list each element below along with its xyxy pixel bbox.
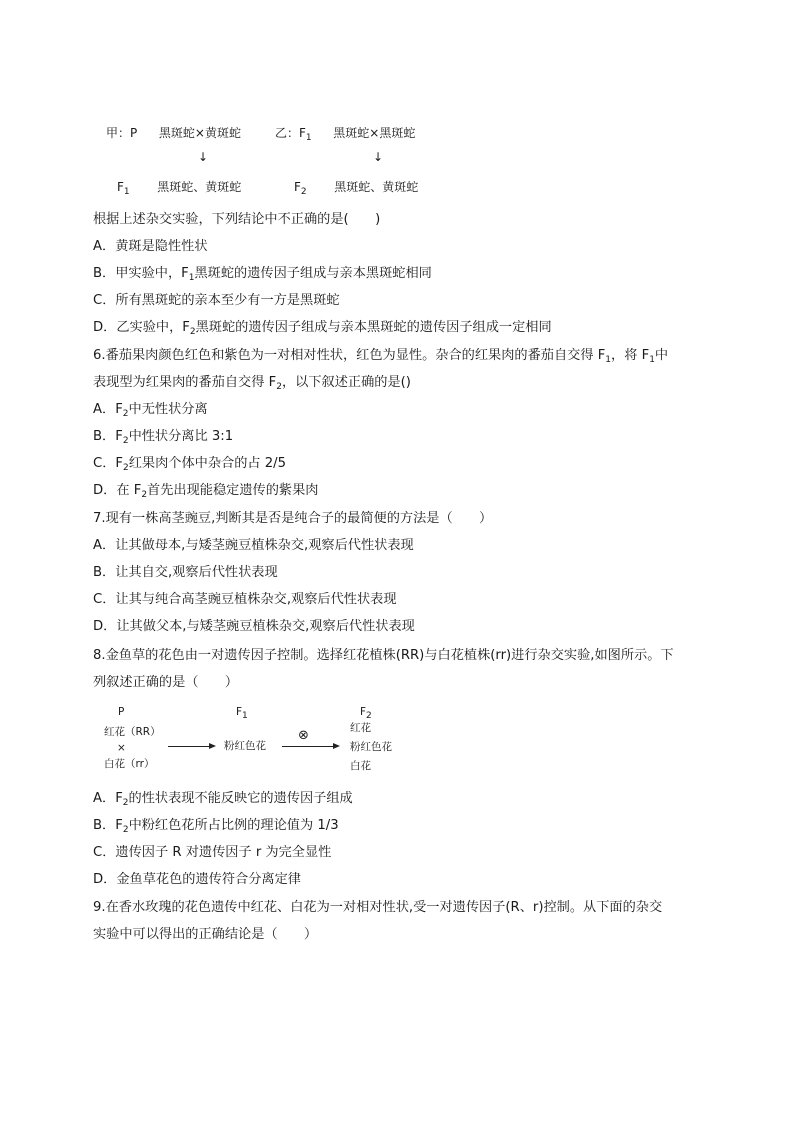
q8-option-a: A．$F_2$的性状表现不能反映它的遗传因子组成 [93,791,353,808]
q5-option-c: C．所有黑斑蛇的亲本至少有一方是黑斑蛇 [93,293,340,308]
jia-offspring: 黑斑蛇、黄斑蛇 [157,180,242,194]
q8-f2-pink: 粉红色花 [350,741,392,753]
q8-stem-line2: 列叙述正确的是（ ） [93,675,239,690]
q8-f2-red: 红花 [350,722,371,734]
q7-option-b: B．让其自交,观察后代性状表现 [93,565,278,580]
q9-stem-line2: 实验中可以得出的正确结论是（ ） [93,927,318,942]
q6-option-d: D．在 $F_2$首先出现能稳定遗传的紫果肉 [93,483,319,500]
q6-stem-line1: 6.番茄果肉颜色红色和紫色为一对相对性状，红色为显性。杂合的红果肉的番茄自交得 $F_1$，将 $F_1$中 [93,348,669,365]
jia-label: 甲：P [106,126,138,140]
q8-stem-line1: 8.金鱼草的花色由一对遗传因子控制。选择红花植株(RR)与白花植株(rr)进行杂交实验,如图所示。下 [93,648,674,663]
q8-arrow-2-icon [333,743,340,749]
q8-arrow-1-line [168,746,210,747]
q7-option-d: D．让其做父本,与矮茎豌豆植株杂交,观察后代性状表现 [93,619,415,634]
q9-stem-line1: 9.在香水玫瑰的花色遗传中红花、白花为一对相对性状,受一对遗传因子(R、r)控制。从下面的杂交 [93,900,663,915]
q8-option-d: D．金鱼草花色的遗传符合分离定律 [93,872,301,887]
q7-option-c: C．让其与纯合高茎豌豆植株杂交,观察后代性状表现 [93,592,397,607]
jia-offspring-row [117,178,241,195]
q5-stem: 根据上述杂交实验，下列结论中不正确的是( ) [93,212,381,227]
q5-option-d: D．乙实验中，$F_2$黑斑蛇的遗传因子组成与亲本黑斑蛇的遗传因子组成一定相同 [93,320,552,337]
q8-selfing-icon: ⊗ [298,728,309,743]
q6-option-a: A．$F_2$中无性状分离 [93,402,208,419]
q8-f1-label: $F_1$ [236,706,248,721]
q8-white-parent: 白花（rr） [104,758,155,770]
q6-stem-line2: 表现型为红果肉的番茄自交得 $F_2$，以下叙述正确的是() [93,375,411,392]
q8-option-b: B．$F_2$中粉红色花所占比例的理论值为 1/3 [93,818,339,835]
q8-arrow-2-line [282,746,334,747]
q8-option-c: C．遗传因子 R 对遗传因子 r 为完全显性 [93,845,332,860]
q8-arrow-1-icon [209,743,216,749]
q8-red-parent: 红花（RR） [104,726,161,738]
yi-offspring-row [294,178,418,195]
q7-option-a: A．让其做母本,与矮茎豌豆植株杂交,观察后代性状表现 [93,538,414,553]
yi-arrow-down-icon: ↓ [373,150,384,164]
yi-gen-label: $F_2$ [294,180,307,197]
q7-stem: 7.现有一株高茎豌豆,判断其是否是纯合子的最简便的方法是（ ） [93,511,493,526]
jia-arrow-down-icon: ↓ [198,150,209,164]
yi-p-row [275,124,415,141]
q6-option-b: B．$F_2$中性状分离比 3:1 [93,429,234,446]
jia-gen-label: $F_1$ [117,180,130,197]
q8-f1-pink: 粉红色花 [224,740,266,752]
q8-p-label: P [118,706,125,718]
q8-cross-symbol: × [117,742,126,754]
jia-p-row [106,124,241,141]
q8-f2-white: 白花 [350,760,371,772]
q8-f2-label: $F_2$ [360,706,372,721]
yi-offspring: 黑斑蛇、黄斑蛇 [334,180,419,194]
yi-parents: 黑斑蛇×黑斑蛇 [333,126,416,140]
q5-option-b: B．甲实验中，$F_1$黑斑蛇的遗传因子组成与亲本黑斑蛇相同 [93,266,432,283]
yi-label: 乙：$F_1$ [275,126,312,143]
q5-option-a: A．黄斑是隐性性状 [93,239,208,254]
jia-parents: 黑斑蛇×黄斑蛇 [158,126,241,140]
q6-option-c: C．$F_2$红果肉个体中杂合的占 2/5 [93,456,287,473]
